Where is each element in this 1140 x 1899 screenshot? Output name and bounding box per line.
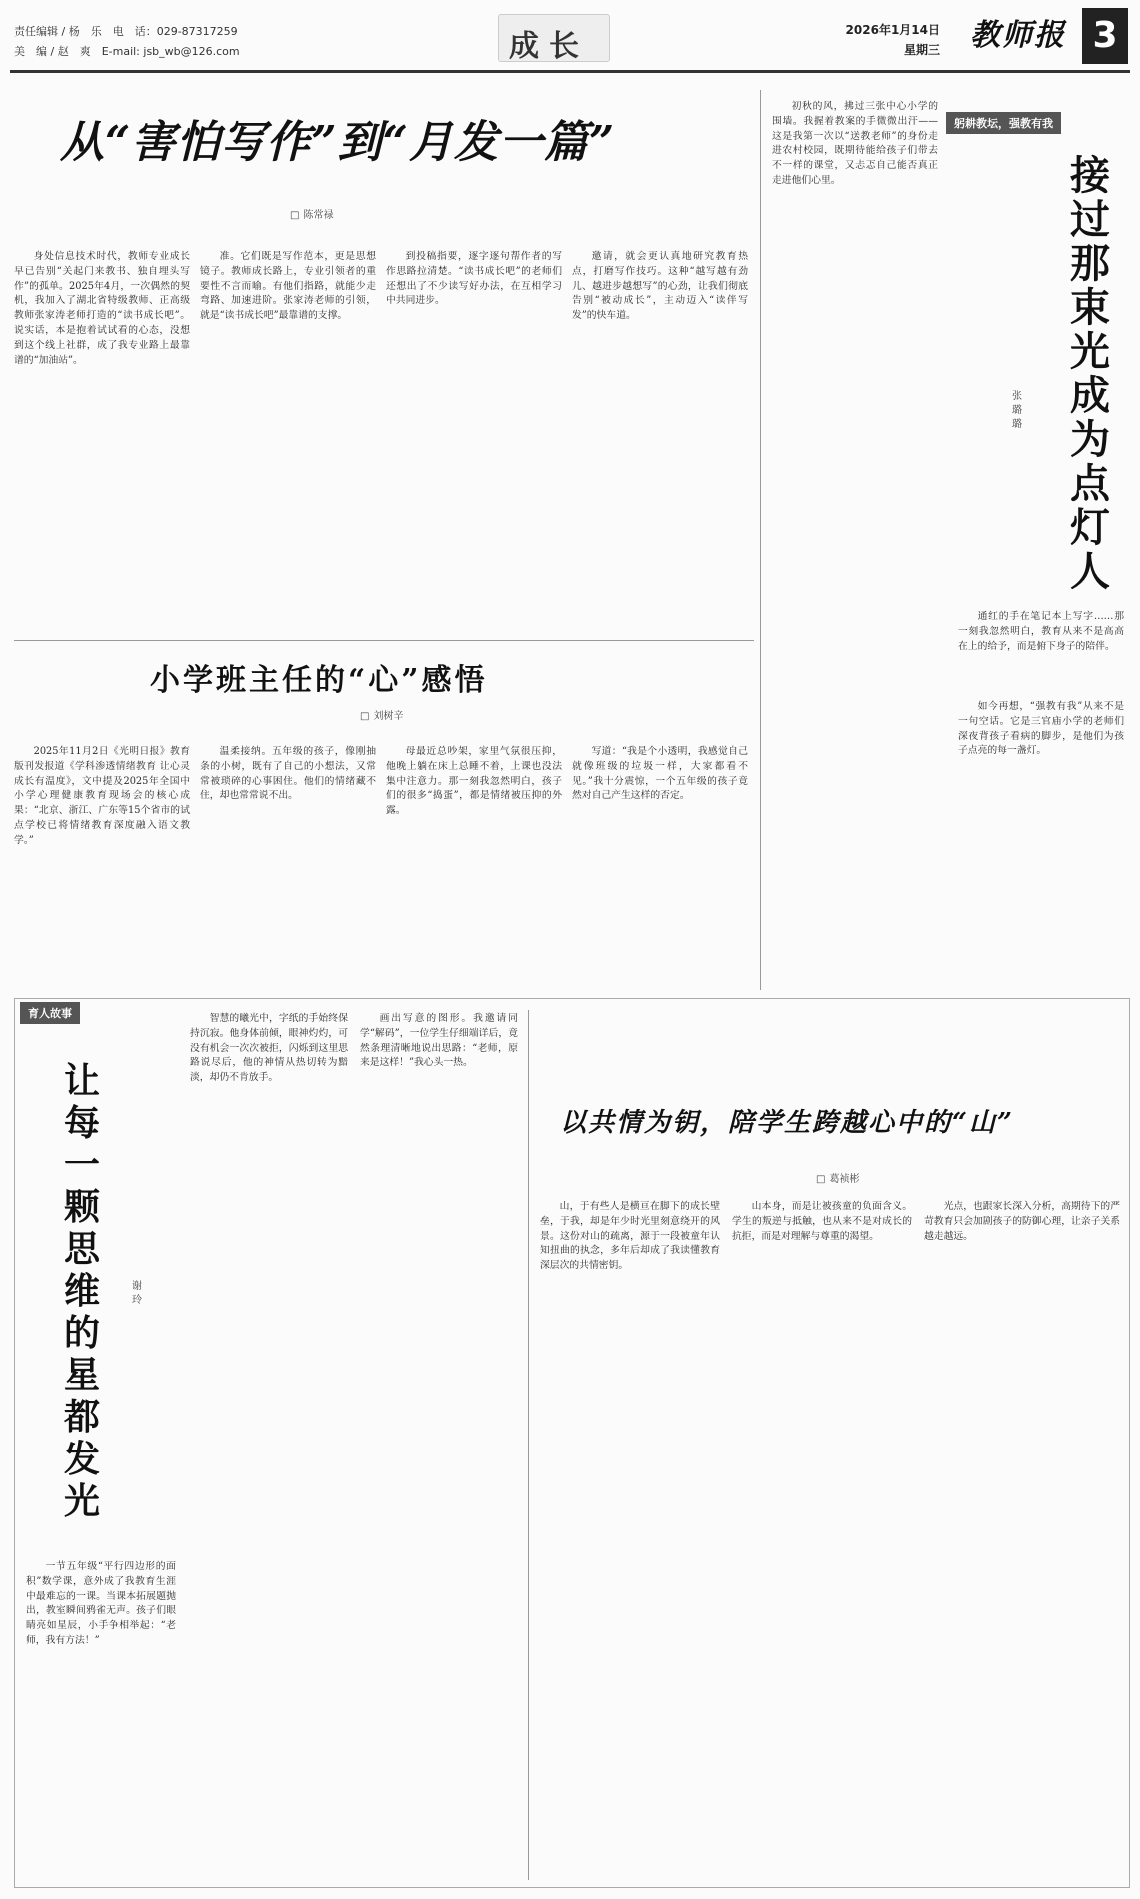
divider bbox=[528, 1010, 529, 1880]
article2-title: 小学班主任的“心”感悟 bbox=[150, 663, 488, 698]
masthead-logo: 教师报 bbox=[970, 18, 1066, 53]
article1-column-1: 身处信息技术时代，教师专业成长早已告别“关起门来教书、独自埋头写作”的孤单。2025年4月，一次偶然的契机，我加入了湖北省特级教师、正高级教师张家涛老师打造的“读书成长吧”。说实话，本是抱着试试看的心态，没想到这个线上社群，成了我专业路上最靠谱的“加油站”。 bbox=[14, 251, 190, 366]
article3-column-3: 如今再想，“强教有我”从来不是一句空话。它是三官庙小学的老师们深夜背孩子看病的脚步，是他们为孩子点亮的每一盏灯。 bbox=[958, 701, 1124, 757]
article3-column-1: 初秋的风，拂过三张中心小学的围墙。我握着教案的手微微出汗——这是我第一次以“送教老师”的身份走进农村校园，既期待能给孩子们带去不一样的课堂，又忐忑自己能否真正走进他们心里。 bbox=[772, 101, 938, 186]
article2-byline: □ 刘树辛 bbox=[360, 707, 403, 722]
article4-column-1: 一节五年级“平行四边形的面积”数学课，意外成了我教育生涯中最难忘的一课。当课本拓展题抛出，教室瞬间鸦雀无声。孩子们眼睛亮如星辰，小手争相举起：“老师，我有方法！” bbox=[26, 1561, 176, 1646]
issue-weekday: 星期三 bbox=[903, 43, 940, 57]
article1-column-4: 邀请，就会更认真地研究教育热点，打磨写作技巧。这种“越写越有劲儿、越进步越想写”的心劲，让我们彻底告别“被动成长”，主动迈入“读伴写发”的快车道。 bbox=[572, 251, 748, 322]
article3-byline: 张璐璐 bbox=[1012, 391, 1022, 430]
divider bbox=[760, 90, 761, 990]
article3-tag: 躬耕教坛，强教有我 bbox=[946, 112, 1061, 134]
article5-byline: □ 葛祯彬 bbox=[816, 1170, 859, 1185]
page-header bbox=[0, 0, 1140, 82]
article4-tag: 育人故事 bbox=[20, 1002, 80, 1024]
article1-title: 从“害怕写作”到“月发一篇” bbox=[60, 117, 616, 168]
article2-column-1: 2025年11月2日《光明日报》教育版刊发报道《学科渗透情绪教育 让心灵成长有温度》，文中提及2025年全国中小学心理健康教育现场会的核心成果：“北京、浙江、广东等15个省市的试点学校已将情绪教育深度融入语文教学。” bbox=[14, 746, 190, 846]
article3-title: 接过那束光 成为点灯人 bbox=[1070, 152, 1110, 595]
article5-column-2: 山本身，而是让被孩童的负面含义。学生的叛逆与抵触，也从来不是对成长的抗拒，而是对理解与尊重的渴望。 bbox=[732, 1201, 912, 1242]
article4-title: 让每一颗思维的星都发光 bbox=[63, 1060, 100, 1522]
article2-column-4: 写道：“我是个小透明，我感觉自己就像班级的垃圾一样，大家都看不见。”我十分震惊，一个五年级的孩子竟然对自己产生这样的否定。 bbox=[572, 746, 748, 802]
header-rule bbox=[10, 70, 1130, 73]
article4-column-2: 智慧的曦光中，字纸的手始终保持沉寂。他身体前倾，眼神灼灼，可没有机会一次次被拒，闪烁到这里思路说尽后，他的神情从热切转为黯淡，却仍不肯放手。 bbox=[190, 1013, 348, 1084]
editor-info bbox=[14, 22, 240, 62]
article5-column-1: 山，于有些人是横亘在脚下的成长壁垒，于我，却是年少时光里刻意绕开的风景。这份对山的疏离，源于一段被童年认知扭曲的执念，多年后却成了我读懂教育深层次的共情密钥。 bbox=[540, 1201, 720, 1272]
editor-line-1: 责任编辑 / 杨 乐 电 话：029-87317259 bbox=[14, 25, 238, 38]
issue-date: 2026年1月14日 bbox=[845, 23, 940, 37]
article5-column-3: 光点，也跟家长深入分析，高期待下的严苛教育只会加剧孩子的防御心理，让亲子关系越走越远。 bbox=[924, 1201, 1120, 1242]
divider bbox=[14, 640, 754, 641]
article3-column-2: 通红的手在笔记本上写字……那一刻我忽然明白，教育从来不是高高在上的给予，而是俯下身子的陪伴。 bbox=[958, 611, 1124, 652]
article4-column-3: 画出写意的图形。我邀请同学“解码”，一位学生仔细端详后，竟然条理清晰地说出思路：“老师，原来是这样！”我心头一热。 bbox=[360, 1013, 518, 1069]
article4-byline: 谢玲 bbox=[132, 1281, 142, 1306]
editor-line-2: 美 编 / 赵 爽 E-mail: jsb_wb@126.com bbox=[14, 45, 240, 58]
section-banner bbox=[498, 14, 610, 62]
page-number: 3 bbox=[1082, 8, 1128, 64]
article1-column-3: 到投稿指要，逐字逐句帮作者的写作思路拉清楚。“读书成长吧”的老师们还想出了不少读写好办法，在互相学习中共同进步。 bbox=[386, 251, 562, 307]
article5-title: 以共情为钥，陪学生跨越心中的“山” bbox=[560, 1108, 1014, 1138]
article1-column-2: 准。它们既是写作范本，更是思想镜子。教师成长路上，专业引领者的重要性不言而喻。有他们指路，就能少走弯路、加速进阶。张家涛老师的引领，就是“读书成长吧”最靠谱的支撑。 bbox=[200, 251, 376, 322]
section-title: 成长 bbox=[509, 29, 589, 64]
article2-column-2: 温柔接纳。五年级的孩子，像刚抽条的小树，既有了自己的小想法，又常常被琐碎的心事困住。他们的情绪藏不住，却也常常说不出。 bbox=[200, 746, 376, 802]
article1-byline: □ 陈常禄 bbox=[290, 206, 333, 221]
dateline bbox=[840, 20, 940, 60]
article2-column-3: 母最近总吵架，家里气氛很压抑，他晚上躺在床上总睡不着，上课也没法集中注意力。那一刻我忽然明白，孩子们的很多“捣蛋”，都是情绪被压抑的外露。 bbox=[386, 746, 562, 817]
